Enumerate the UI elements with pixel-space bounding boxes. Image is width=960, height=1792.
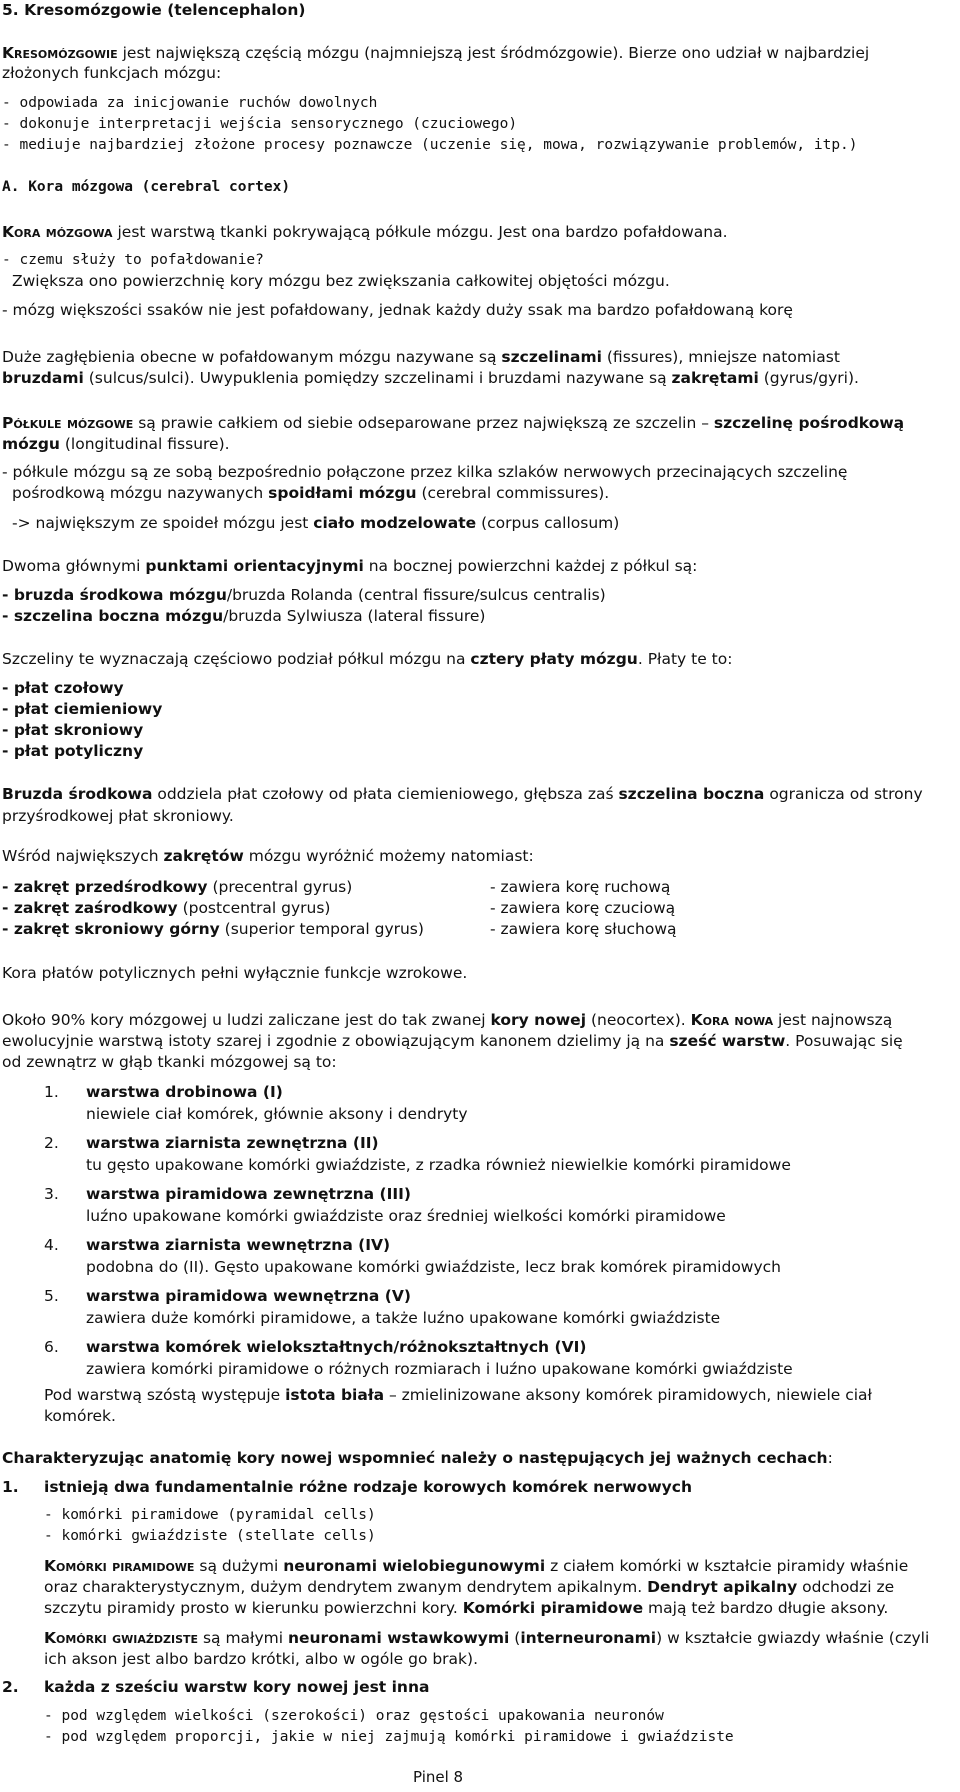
feature-item: - komórki piramidowe (pyramidal cells) xyxy=(44,1507,376,1523)
layer-desc: luźno upakowane komórki gwiaździste oraz średniej wielkości komórki piramidowe xyxy=(86,1207,726,1225)
layer-number: 2. xyxy=(44,1134,59,1152)
gyrus-role: - zawiera korę słuchową xyxy=(490,920,677,938)
answer-line: Zwiększa ono powierzchnię kory mózgu bez zwiększania całkowitej objętości mózgu. xyxy=(12,272,670,290)
paragraph-line: pośrodkową mózgu nazywanych spoidłami mózgu (cerebral commissures). xyxy=(12,484,610,502)
lobe-item: - płat skroniowy xyxy=(2,721,144,739)
gyrus-item: - zakręt przedśrodkowy (precentral gyrus) xyxy=(2,878,353,896)
layer-desc: niewiele ciał komórek, głównie aksony i dendryty xyxy=(86,1105,468,1123)
paragraph-line: komórek. xyxy=(44,1407,116,1425)
feature-item: - pod względem wielkości (szerokości) oraz gęstości upakowania neuronów xyxy=(44,1708,664,1724)
feature-item: - pod względem proporcji, jakie w niej zajmują komórki piramidowe i gwiaździste xyxy=(44,1729,734,1745)
lobe-item: - płat ciemieniowy xyxy=(2,700,163,718)
intro-line-2: złożonych funkcjach mózgu: xyxy=(2,64,222,82)
paragraph-line: Kora mózgowa jest warstwą tkanki pokrywającą półkule mózgu. Jest ona bardzo pofałdowana. xyxy=(2,223,728,241)
paragraph-line: Wśród największych zakrętów mózgu wyróżnić możemy natomiast: xyxy=(2,847,534,865)
lobe-item: - płat czołowy xyxy=(2,679,124,697)
paragraph-line: oraz charakterystycznym, dużym dendrytem zwanym dendrytem apikalnym. Dendryt apikalny odchodzi ze xyxy=(44,1578,895,1596)
page-footer: Pinel 8 xyxy=(413,1768,464,1786)
section-title: 5. Kresomózgowie (telencephalon) xyxy=(2,1,306,19)
intro-bullet: - odpowiada za inicjowanie ruchów dowolnych xyxy=(2,95,378,111)
paragraph-line: Dwoma głównymi punktami orientacyjnymi na bocznej powierzchni każdej z półkul są: xyxy=(2,557,698,575)
layer-desc: tu gęsto upakowane komórki gwiaździste, z rzadka również niewielkie komórki piramidowe xyxy=(86,1156,791,1174)
paragraph-line: bruzdami (sulcus/sulci). Uwypuklenia pomiędzy szczelinami i bruzdami nazywane są zakrętami (gyrus/gyri). xyxy=(2,369,859,387)
layer-title: warstwa piramidowa zewnętrzna (III) xyxy=(86,1185,411,1203)
landmark-item: - szczelina boczna mózgu/bruzda Sylwiusza (lateral fissure) xyxy=(2,607,486,625)
paragraph-line: Kora płatów potylicznych pełni wyłącznie funkcje wzrokowe. xyxy=(2,964,468,982)
layer-title: warstwa ziarnista zewnętrzna (II) xyxy=(86,1134,379,1152)
gyrus-role: - zawiera korę czuciową xyxy=(490,899,676,917)
paragraph-line: szczytu piramidy prosto w kierunku powierzchni kory. Komórki piramidowe mają też bardzo długie aksony. xyxy=(44,1599,889,1617)
layer-number: 4. xyxy=(44,1236,59,1254)
layer-title: warstwa komórek wielokształtnych/różnokształtnych (VI) xyxy=(86,1338,587,1356)
paragraph-line: ich akson jest albo bardzo krótki, albo w ogóle go brak). xyxy=(44,1650,479,1668)
features-heading: Charakteryzując anatomię kory nowej wspomnieć należy o następujących jej ważnych cechach: xyxy=(2,1449,833,1467)
paragraph-line: -> największym ze spoideł mózgu jest ciało modzelowate (corpus callosum) xyxy=(12,514,620,532)
paragraph-line: Komórki gwiaździste są małymi neuronami wstawkowymi (interneuronami) w kształcie gwiazdy właśnie (czyli xyxy=(44,1629,930,1647)
feature-number: 1. xyxy=(2,1478,19,1496)
paragraph-line: Komórki piramidowe są dużymi neuronami wielobiegunowymi z ciałem komórki w kształcie piramidy właśnie xyxy=(44,1557,909,1575)
paragraph-line: Bruzda środkowa oddziela płat czołowy od płata ciemieniowego, głębsza zaś szczelina boczna ogranicza od strony xyxy=(2,785,923,803)
intro-line-1: Kresomózgowie jest największą częścią mózgu (najmniejszą jest śródmózgowie). Bierze ono udział w najbardziej xyxy=(2,44,870,62)
layer-title: warstwa piramidowa wewnętrzna (V) xyxy=(86,1287,411,1305)
paragraph-line: od zewnątrz w głąb tkanki mózgowej są to: xyxy=(2,1053,337,1071)
subsection-title: A. Kora mózgowa (cerebral cortex) xyxy=(2,179,291,195)
gyrus-item: - zakręt zaśrodkowy (postcentral gyrus) xyxy=(2,899,331,917)
landmark-item: - bruzda środkowa mózgu/bruzda Rolanda (central fissure/sulcus centralis) xyxy=(2,586,606,604)
lobe-item: - płat potyliczny xyxy=(2,742,144,760)
intro-term: Kresomózgowie xyxy=(2,44,118,62)
paragraph-line: Duże zagłębienia obecne w pofałdowanym mózgu nazywane są szczelinami (fissures), mniejsze natomiast xyxy=(2,348,840,366)
layer-title: warstwa ziarnista wewnętrzna (IV) xyxy=(86,1236,391,1254)
paragraph-line: Około 90% kory mózgowej u ludzi zaliczane jest do tak zwanej kory nowej (neocortex). Kora nowa jest najnowszą xyxy=(2,1011,893,1029)
layer-number: 5. xyxy=(44,1287,59,1305)
paragraph-line: przyśrodkowej płat skroniowy. xyxy=(2,807,234,825)
paragraph-line: Pod warstwą szóstą występuje istota biała – zmielinizowane aksony komórek piramidowych, niewiele ciał xyxy=(44,1386,872,1404)
note-line: - mózg większości ssaków nie jest pofałdowany, jednak każdy duży ssak ma bardzo pofałdowaną korę xyxy=(2,301,793,319)
feature-item: - komórki gwiaździste (stellate cells) xyxy=(44,1528,376,1544)
gyrus-role: - zawiera korę ruchową xyxy=(490,878,671,896)
feature-title: każda z sześciu warstw kory nowej jest inna xyxy=(44,1678,430,1696)
layer-title: warstwa drobinowa (I) xyxy=(86,1083,283,1101)
question-line: - czemu służy to pofałdowanie? xyxy=(2,252,264,268)
layer-desc: zawiera komórki piramidowe o różnych rozmiarach i luźno upakowane komórki gwiaździste xyxy=(86,1360,793,1378)
layer-desc: podobna do (II). Gęsto upakowane komórki gwiaździste, lecz brak komórek piramidowych xyxy=(86,1258,782,1276)
paragraph-line: Szczeliny te wyznaczają częściowo podział półkul mózgu na cztery płaty mózgu. Płaty te to: xyxy=(2,650,733,668)
paragraph-line: ewolucyjnie warstwą istoty szarej i zgodnie z obowiązującym kanonem dzielimy ją na sześć warstw. Posuwając się xyxy=(2,1032,903,1050)
paragraph-line: - półkule mózgu są ze sobą bezpośrednio połączone przez kilka szlaków nerwowych przecinających szczelinę xyxy=(2,463,848,481)
layer-number: 3. xyxy=(44,1185,59,1203)
paragraph-line: mózgu (longitudinal fissure). xyxy=(2,435,230,453)
paragraph-line: Półkule mózgowe są prawie całkiem od siebie odseparowane przez największą ze szczelin – szczelinę pośrodkową xyxy=(2,414,905,432)
feature-title: istnieją dwa fundamentalnie różne rodzaje korowych komórek nerwowych xyxy=(44,1478,692,1496)
gyrus-item: - zakręt skroniowy górny (superior temporal gyrus) xyxy=(2,920,424,938)
intro-bullet: - dokonuje interpretacji wejścia sensorycznego (czuciowego) xyxy=(2,116,518,132)
intro-bullet: - mediuje najbardziej złożone procesy poznawcze (uczenie się, mowa, rozwiązywanie problemów, itp.) xyxy=(2,137,858,153)
layer-number: 1. xyxy=(44,1083,59,1101)
layer-desc: zawiera duże komórki piramidowe, a także luźno upakowane komórki gwiaździste xyxy=(86,1309,721,1327)
feature-number: 2. xyxy=(2,1678,19,1696)
layer-number: 6. xyxy=(44,1338,59,1356)
